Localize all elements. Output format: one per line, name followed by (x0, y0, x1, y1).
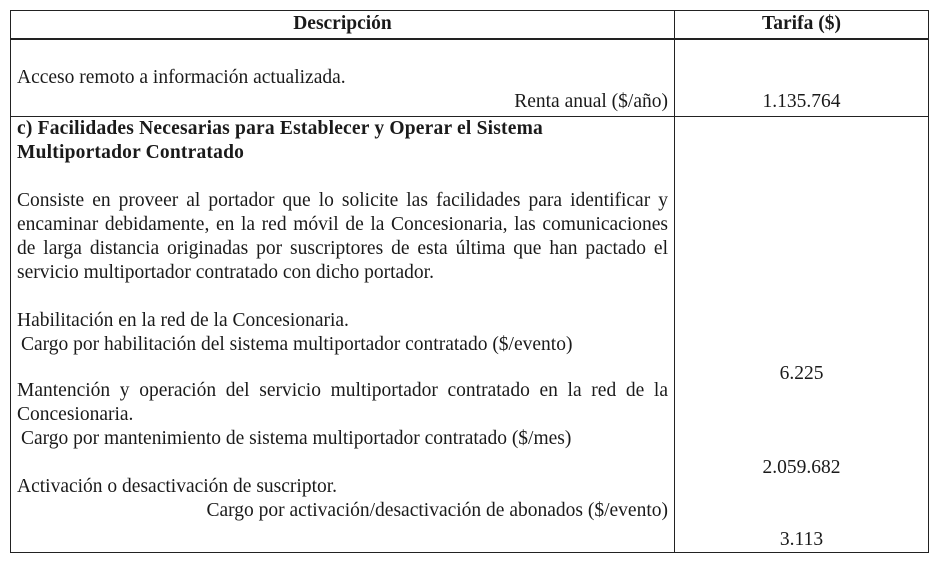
row2-description-cell (11, 117, 675, 553)
item3-heading: Activación o desactivación de suscriptor. (17, 476, 338, 497)
table-row (11, 117, 929, 553)
item2-value: 2.059.682 (762, 457, 841, 478)
tariff-table (10, 10, 929, 553)
header-tarifa: Tarifa ($) (675, 11, 929, 40)
row1-value: 1.135.764 (762, 91, 841, 112)
header-descripcion: Descripción (11, 11, 675, 40)
item2-heading: Mantención y operación del servicio multiportador contratado en la red de la Concesionaria. (17, 380, 668, 425)
row1-description-cell (11, 39, 675, 117)
table-row (11, 39, 929, 117)
item3-charge: Cargo por activación/desactivación de abonados ($/evento) (206, 500, 668, 521)
item1-charge: Cargo por habilitación del sistema multiportador contratado ($/evento) (21, 334, 573, 355)
row2-paragraph: Consiste en proveer al portador que lo solicite las facilidades para identificar y encaminar debidamente, en la red móvil de la Concesionaria, las comunicaciones de larga distancia originadas por suscriptores de esta última que han pactado el servicio multiportador contratado con dicho portador. (17, 190, 668, 283)
row1-value-cell (675, 39, 929, 117)
item1-heading: Habilitación en la red de la Concesionaria. (17, 310, 349, 331)
row1-text: Acceso remoto a información actualizada. (17, 67, 346, 88)
item3-value: 3.113 (779, 529, 824, 550)
table-header-row (11, 11, 929, 40)
row1-sub: Renta anual ($/año) (514, 91, 668, 112)
row2-title-line2: Multiportador Contratado (17, 142, 245, 163)
row2-title-line1: c) Facilidades Necesarias para Establecer y Operar el Sistema (17, 118, 543, 139)
item2-charge: Cargo por mantenimiento de sistema multiportador contratado ($/mes) (21, 428, 572, 449)
item1-value: 6.225 (779, 363, 824, 384)
tariff-table-container (10, 10, 928, 553)
row2-value-cell (675, 117, 929, 553)
